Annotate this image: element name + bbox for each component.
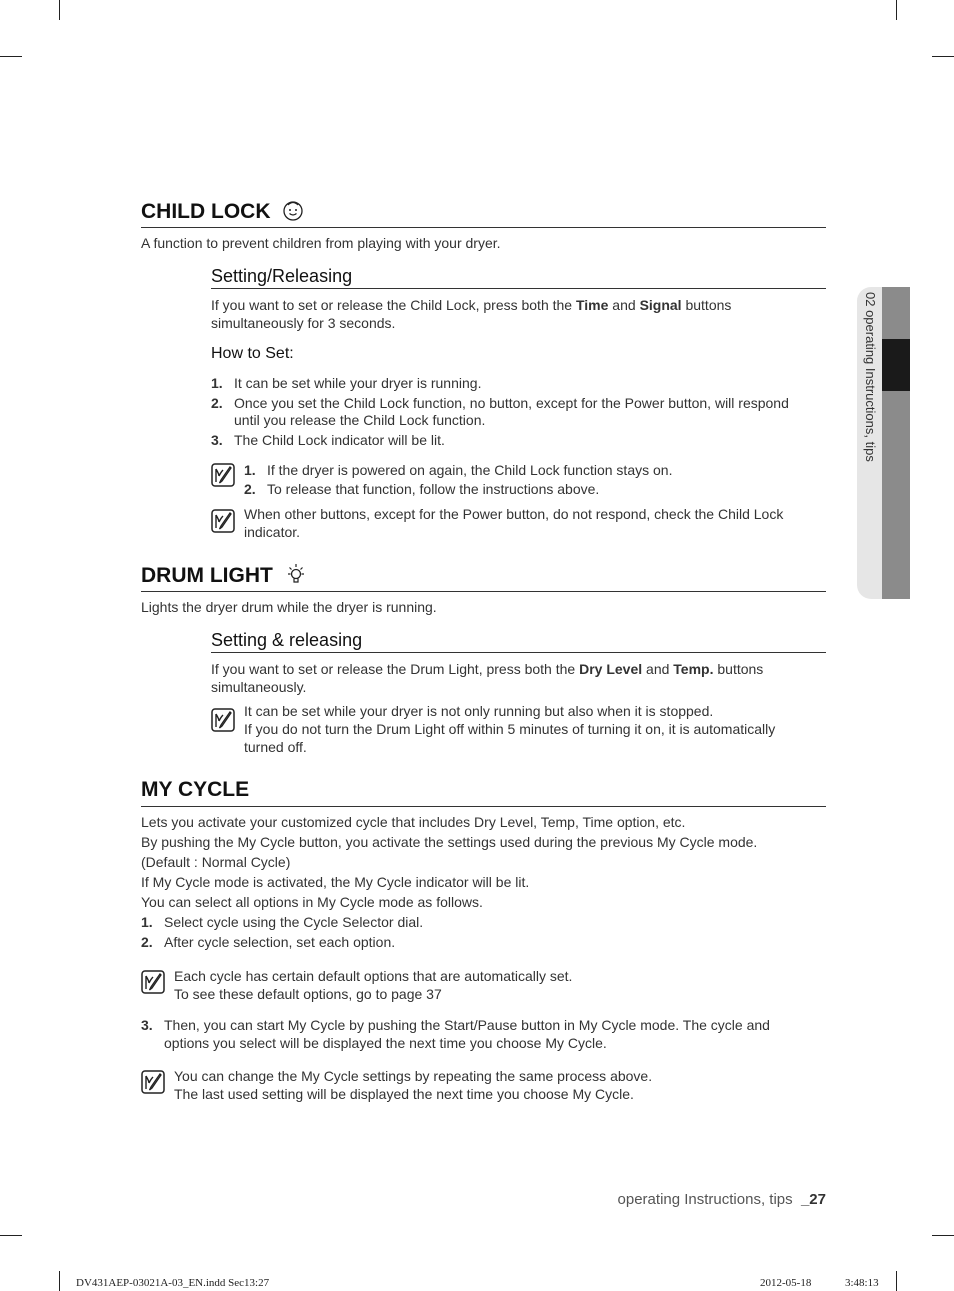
note-text: If you do not turn the Drum Light off within 5 minutes of turning it on, it is automatically [244,721,776,737]
page-number: _27 [800,1191,826,1208]
drum-light-heading [141,563,826,592]
crop-mark [0,1235,22,1236]
note-text: To release that function, follow the instructions above. [267,481,600,497]
note-pencil-icon [211,708,235,732]
note-pencil-icon [211,509,235,533]
step-number: 3. [141,1017,153,1033]
crop-mark [932,56,954,57]
note-pencil-icon [141,970,165,994]
list-item: The Child Lock indicator will be lit. [234,432,445,448]
paragraph: (Default : Normal Cycle) [141,854,291,870]
drum-light-setting-text: If you want to set or release the Drum Light, press both the Dry Level and Temp. buttons [211,661,764,677]
chapter-tab-marker [882,339,910,391]
child-face-icon [282,199,304,221]
my-cycle-heading [141,778,826,807]
crop-mark [896,1271,897,1291]
note-text: If the dryer is powered on again, the Child Lock function stays on. [267,462,673,478]
note-pencil-icon [211,463,235,487]
note-text: It can be set while your dryer is not only running but also when it is stopped. [244,703,714,719]
child-lock-setting-text: If you want to set or release the Child Lock, press both the Time and Signal buttons [211,297,732,313]
drum-light-intro: Lights the dryer drum while the dryer is running. [141,599,437,615]
note-number: 2. [244,481,256,497]
crop-mark [0,56,22,57]
step-number: 2. [211,395,223,411]
step-number: 1. [211,375,223,391]
slug-date: 2012-05-18 [760,1277,812,1289]
note-text: The last used setting will be displayed the next time you choose My Cycle. [174,1086,634,1102]
paragraph: Lets you activate your customized cycle that includes Dry Level, Temp, Time option, etc. [141,814,686,830]
note-text: You can change the My Cycle settings by repeating the same process above. [174,1068,653,1084]
child-lock-setting-heading: Setting/Releasing [211,266,826,289]
child-lock-heading [141,199,826,228]
drum-light-setting-text-2: simultaneously. [211,679,307,695]
slug-file: DV431AEP-03021A-03_EN.indd Sec13:27 [76,1277,270,1289]
child-lock-intro: A function to prevent children from playing with your dryer. [141,235,501,251]
note-text: turned off. [244,739,307,755]
footer-section: operating Instructions, tips [617,1191,793,1208]
chapter-tab-label: 02 operating Instructions, tips [863,292,878,462]
list-item-continued: options you select will be displayed the next time you choose My Cycle. [164,1035,607,1051]
note-text: To see these default options, go to page 37 [174,986,442,1002]
crop-mark [896,0,897,20]
child-lock-setting-text-2: simultaneously for 3 seconds. [211,315,396,331]
list-item: After cycle selection, set each option. [164,934,396,950]
slug-time: 3:48:13 [845,1277,879,1289]
drum-light-title: DRUM LIGHT [141,564,273,587]
light-bulb-icon [285,563,307,585]
note-pencil-icon [141,1070,165,1094]
list-item: Then, you can start My Cycle by pushing the Start/Pause button in My Cycle mode. The cycle and [164,1017,770,1033]
step-number: 2. [141,934,153,950]
drum-light-setting-heading: Setting & releasing [211,630,826,653]
step-number: 3. [211,432,223,448]
crop-mark [932,1235,954,1236]
list-item-continued: until you release the Child Lock function. [234,412,486,428]
paragraph: If My Cycle mode is activated, the My Cycle indicator will be lit. [141,874,530,890]
chapter-tab-bar [882,287,910,599]
list-item: Select cycle using the Cycle Selector dial. [164,914,424,930]
page-footer [618,1191,826,1208]
list-item: It can be set while your dryer is running. [234,375,482,391]
my-cycle-title: MY CYCLE [141,778,250,801]
paragraph: You can select all options in My Cycle mode as follows. [141,894,483,910]
how-to-set-heading: How to Set: [211,345,294,362]
note-text: Each cycle has certain default options that are automatically set. [174,968,573,984]
crop-mark [59,1271,60,1291]
crop-mark [59,0,60,20]
list-item: Once you set the Child Lock function, no button, except for the Power button, will respond [234,395,789,411]
note-number: 1. [244,462,256,478]
child-lock-title: CHILD LOCK [141,200,271,223]
step-number: 1. [141,914,153,930]
note-text: indicator. [244,524,301,540]
paragraph: By pushing the My Cycle button, you activate the settings used during the previous My Cycle mode. [141,834,758,850]
note-text: When other buttons, except for the Power button, do not respond, check the Child Lock [244,506,784,522]
